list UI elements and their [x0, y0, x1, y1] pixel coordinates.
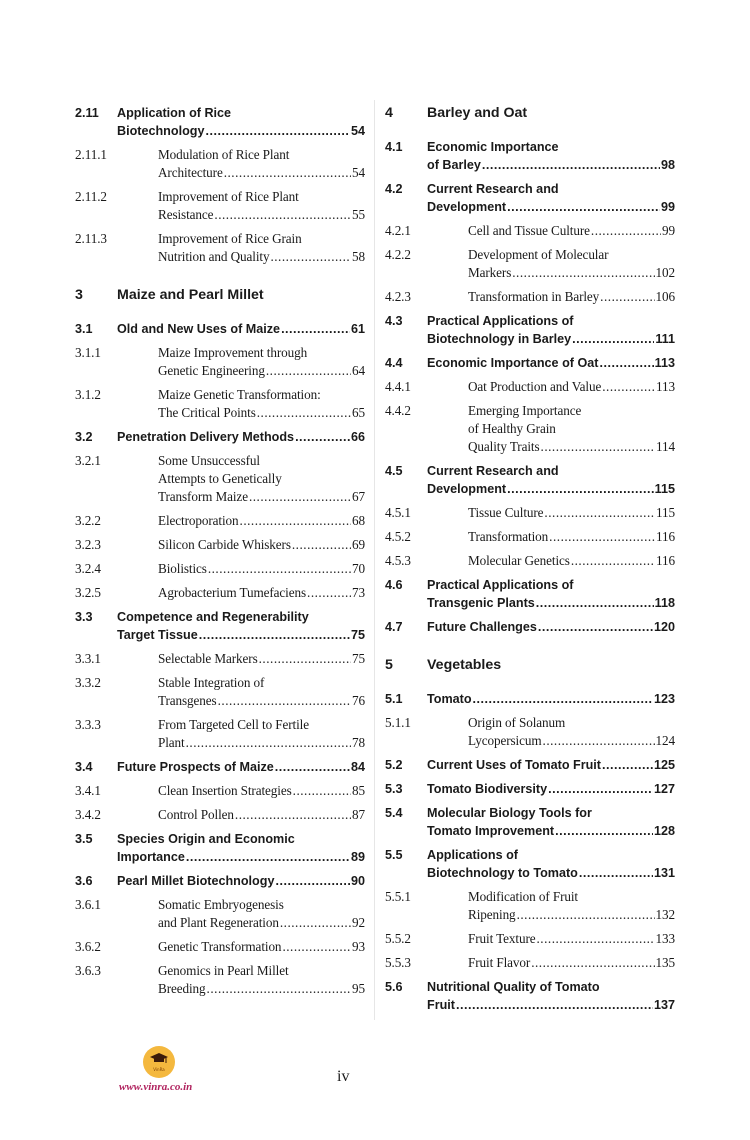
- entry-number: 4: [385, 105, 393, 121]
- entry-title: Modulation of Rice Plant: [158, 147, 290, 162]
- dot-leader: [257, 404, 351, 422]
- entry-number: 5.5.1: [385, 889, 411, 904]
- entry-number: 3.2.2: [75, 513, 101, 528]
- chapter-title: Maize and Pearl Millet: [117, 287, 264, 303]
- entry-number: 4.4.1: [385, 379, 411, 394]
- entry-title: Tomato Biodiversity: [427, 782, 548, 796]
- page-ref: 54: [352, 165, 365, 180]
- page-ref: 128: [653, 824, 675, 838]
- page-ref: 137: [653, 998, 675, 1012]
- page-ref: 93: [352, 939, 365, 954]
- dot-leader: [543, 732, 655, 750]
- page-ref: 120: [653, 620, 675, 634]
- page-ref: 99: [660, 200, 675, 214]
- entry-title: Attempts to Genetically: [158, 471, 282, 486]
- entry-number: 4.5: [385, 464, 403, 478]
- dot-leader: [555, 822, 653, 840]
- page-ref: 102: [655, 265, 675, 280]
- dot-leader: [571, 552, 655, 570]
- dot-leader: [579, 864, 653, 882]
- page-ref: 64: [352, 363, 365, 378]
- entry-title: Molecular Genetics: [468, 553, 570, 568]
- page-ref: 73: [352, 585, 365, 600]
- dot-leader: [602, 756, 653, 774]
- entry-title: Lycopersicum: [468, 733, 542, 748]
- entry-number: 3.6: [75, 874, 93, 888]
- entry-title: Molecular Biology Tools for: [427, 806, 592, 820]
- entry-number: 3.2.1: [75, 453, 101, 468]
- dot-leader: [205, 122, 350, 140]
- entry-title: Competence and Regenerability: [117, 610, 309, 624]
- dot-leader: [591, 222, 661, 240]
- entry-number: 4.5.1: [385, 505, 411, 520]
- page-ref: 113: [656, 379, 675, 394]
- dot-leader: [266, 362, 351, 380]
- dot-leader: [293, 782, 351, 800]
- page-ref: 98: [660, 158, 675, 172]
- entry-title: Tomato: [427, 692, 472, 706]
- toc-right-column: [385, 0, 685, 1040]
- page-ref: 75: [350, 628, 365, 642]
- entry-number: 5.1: [385, 692, 403, 706]
- page-ref: 123: [653, 692, 675, 706]
- entry-title: Biotechnology to Tomato: [427, 866, 578, 880]
- dot-leader: [292, 536, 351, 554]
- entry-title: Biotechnology: [117, 124, 205, 138]
- dot-leader: [208, 560, 351, 578]
- page-ref: 90: [350, 874, 365, 888]
- toc-left-column: [75, 0, 375, 1040]
- entry-number: 5.1.1: [385, 715, 411, 730]
- page-ref: 118: [654, 596, 675, 610]
- entry-number: 5.5.2: [385, 931, 411, 946]
- entry-number: 5.3: [385, 782, 403, 796]
- page-ref: 113: [654, 356, 675, 370]
- entry-title: Pearl Millet Biotechnology: [117, 874, 275, 888]
- entry-title: Agrobacterium Tumefaciens: [158, 585, 307, 600]
- entry-title: Transformation in Barley: [468, 289, 600, 304]
- page-ref: 67: [352, 489, 365, 504]
- dot-leader: [224, 164, 351, 182]
- dot-leader: [281, 320, 350, 338]
- page-ref: 131: [653, 866, 675, 880]
- page-ref: 58: [352, 249, 365, 264]
- entry-number: 3.4: [75, 760, 93, 774]
- entry-number: 4.3: [385, 314, 403, 328]
- entry-number: 3.4.2: [75, 807, 101, 822]
- dot-leader: [275, 872, 350, 890]
- entry-title: Resistance: [158, 207, 214, 222]
- entry-title: Clean Insertion Strategies: [158, 783, 292, 798]
- entry-number: 3.5: [75, 832, 93, 846]
- page-ref: 116: [656, 553, 675, 568]
- dot-leader: [507, 480, 654, 498]
- website-link[interactable]: www.vinra.co.in: [119, 1081, 193, 1093]
- entry-number: 4.5.2: [385, 529, 411, 544]
- entry-title: Economic Importance of Oat: [427, 356, 599, 370]
- entry-title: Fruit Texture: [468, 931, 536, 946]
- entry-title: Genetic Transformation: [158, 939, 282, 954]
- entry-title: Selectable Markers: [158, 651, 258, 666]
- entry-number: 5.5: [385, 848, 403, 862]
- dot-leader: [270, 248, 351, 266]
- dot-leader: [572, 330, 654, 348]
- entry-title: Improvement of Rice Plant: [158, 189, 299, 204]
- page-ref: 114: [656, 439, 675, 454]
- entry-number: 2.11: [75, 106, 99, 120]
- page-ref: 87: [352, 807, 365, 822]
- dot-leader: [549, 528, 655, 546]
- page-ref: 76: [352, 693, 365, 708]
- dot-leader: [602, 378, 655, 396]
- dot-leader: [538, 618, 653, 636]
- page-ref: 89: [350, 850, 365, 864]
- page-ref: 78: [352, 735, 365, 750]
- dot-leader: [214, 206, 351, 224]
- entry-number: 3.2.4: [75, 561, 101, 576]
- dot-leader: [517, 906, 655, 924]
- dot-leader: [186, 734, 351, 752]
- entry-number: 3.1: [75, 322, 93, 336]
- dot-leader: [599, 354, 653, 372]
- page-ref: 115: [654, 482, 675, 496]
- entry-number: 3.1.1: [75, 345, 101, 360]
- dot-leader: [536, 594, 654, 612]
- entry-title: Maize Improvement through: [158, 345, 308, 360]
- entry-number: 5.6: [385, 980, 403, 994]
- entry-number: 4.6: [385, 578, 403, 592]
- page-ref: 66: [350, 430, 365, 444]
- entry-title: and Plant Regeneration: [158, 915, 279, 930]
- page-ref: 115: [656, 505, 675, 520]
- page-ref: 106: [655, 289, 675, 304]
- entry-number: 3: [75, 287, 83, 303]
- entry-number: 4.7: [385, 620, 403, 634]
- dot-leader: [541, 438, 655, 456]
- entry-title: Tissue Culture: [468, 505, 544, 520]
- entry-number: 4.4: [385, 356, 403, 370]
- entry-number: 4.2.2: [385, 247, 411, 262]
- page-ref: 85: [352, 783, 365, 798]
- entry-number: 2.11.2: [75, 189, 107, 204]
- dot-leader: [259, 650, 351, 668]
- page-ref: 127: [653, 782, 675, 796]
- entry-title: of Barley: [427, 158, 481, 172]
- entry-number: 3.3: [75, 610, 93, 624]
- entry-number: 4.1: [385, 140, 403, 154]
- entry-title: Biotechnology in Barley: [427, 332, 572, 346]
- entry-number: 4.2.3: [385, 289, 411, 304]
- entry-number: 3.4.1: [75, 783, 101, 798]
- dot-leader: [240, 512, 351, 530]
- entry-number: 3.6.1: [75, 897, 101, 912]
- dot-leader: [186, 848, 350, 866]
- page-ref: 65: [352, 405, 365, 420]
- dot-leader: [280, 914, 351, 932]
- dot-leader: [235, 806, 351, 824]
- dot-leader: [531, 954, 654, 972]
- page-ref: 69: [352, 537, 365, 552]
- entry-title: Nutrition and Quality: [158, 249, 270, 264]
- page-ref: 135: [655, 955, 675, 970]
- dot-leader: [512, 264, 654, 282]
- entry-number: 5.5.3: [385, 955, 411, 970]
- entry-number: 2.11.1: [75, 147, 107, 162]
- entry-title: Silicon Carbide Whiskers: [158, 537, 291, 552]
- entry-title: Electroporation: [158, 513, 239, 528]
- entry-title: Modification of Fruit: [468, 889, 578, 904]
- entry-title: Tomato Improvement: [427, 824, 555, 838]
- entry-number: 3.2: [75, 430, 93, 444]
- entry-number: 3.3.1: [75, 651, 101, 666]
- entry-number: 4.4.2: [385, 403, 411, 418]
- entry-title: Origin of Solanum: [468, 715, 566, 730]
- page-ref: 99: [662, 223, 675, 238]
- page-ref: 70: [352, 561, 365, 576]
- entry-title: Genomics in Pearl Millet: [158, 963, 289, 978]
- page-ref: 124: [655, 733, 675, 748]
- entry-title: Practical Applications of: [427, 578, 574, 592]
- entry-title: Practical Applications of: [427, 314, 574, 328]
- dot-leader: [275, 758, 350, 776]
- dot-leader: [600, 288, 654, 306]
- page-ref: 61: [350, 322, 365, 336]
- entry-number: 3.3.3: [75, 717, 101, 732]
- entry-number: 4.2.1: [385, 223, 411, 238]
- entry-title: Improvement of Rice Grain: [158, 231, 302, 246]
- entry-title: Somatic Embryogenesis: [158, 897, 284, 912]
- entry-title: Breeding: [158, 981, 206, 996]
- entry-title: Transgenes: [158, 693, 217, 708]
- entry-title: Markers: [468, 265, 512, 280]
- entry-title: Nutritional Quality of Tomato: [427, 980, 600, 994]
- entry-title: Transform Maize: [158, 489, 248, 504]
- dot-leader: [249, 488, 351, 506]
- entry-title: Transgenic Plants: [427, 596, 535, 610]
- entry-title: Maize Genetic Transformation:: [158, 387, 321, 402]
- dot-leader: [218, 692, 351, 710]
- entry-title: Development: [427, 200, 507, 214]
- publisher-logo: [143, 1046, 175, 1078]
- page-ref: 92: [352, 915, 365, 930]
- entry-title: Old and New Uses of Maize: [117, 322, 281, 336]
- entry-title: From Targeted Cell to Fertile: [158, 717, 309, 732]
- entry-number: 3.6.3: [75, 963, 101, 978]
- entry-number: 5: [385, 657, 393, 673]
- entry-title: Development of Molecular: [468, 247, 609, 262]
- entry-title: Application of Rice: [117, 106, 232, 120]
- dot-leader: [544, 504, 655, 522]
- dot-leader: [207, 980, 351, 998]
- entry-title: Genetic Engineering: [158, 363, 265, 378]
- entry-title: Transformation: [468, 529, 549, 544]
- page-ref: 75: [352, 651, 365, 666]
- page-number: iv: [337, 1068, 350, 1085]
- dot-leader: [307, 584, 351, 602]
- entry-number: 4.5.3: [385, 553, 411, 568]
- entry-title: Future Prospects of Maize: [117, 760, 274, 774]
- entry-title: Current Uses of Tomato Fruit: [427, 758, 601, 772]
- entry-title: Development: [427, 482, 507, 496]
- logo-text: VinRa: [153, 1067, 165, 1072]
- entry-title: Control Pollen: [158, 807, 234, 822]
- entry-title: Future Challenges: [427, 620, 537, 634]
- entry-title: Plant: [158, 735, 185, 750]
- entry-title: Cell and Tissue Culture: [468, 223, 590, 238]
- page-ref: 95: [352, 981, 365, 996]
- entry-number: 3.2.3: [75, 537, 101, 552]
- page-ref: 125: [653, 758, 675, 772]
- entry-number: 3.2.5: [75, 585, 101, 600]
- page-ref: 55: [352, 207, 365, 222]
- graduation-cap-icon: [149, 1052, 169, 1066]
- entry-title: Architecture: [158, 165, 223, 180]
- dot-leader: [473, 690, 653, 708]
- entry-title: Ripening: [468, 907, 516, 922]
- entry-title: Biolistics: [158, 561, 207, 576]
- entry-title: Target Tissue: [117, 628, 198, 642]
- page-ref: 84: [350, 760, 365, 774]
- page-ref: 68: [352, 513, 365, 528]
- page-ref: 133: [655, 931, 675, 946]
- entry-title: Current Research and: [427, 182, 559, 196]
- dot-leader: [507, 198, 660, 216]
- dot-leader: [199, 626, 350, 644]
- entry-number: 3.1.2: [75, 387, 101, 402]
- page-ref: 54: [350, 124, 365, 138]
- entry-number: 2.11.3: [75, 231, 107, 246]
- entry-title: Economic Importance: [427, 140, 559, 154]
- chapter-title: Vegetables: [427, 657, 502, 673]
- entry-title: Current Research and: [427, 464, 559, 478]
- entry-title: Quality Traits: [468, 439, 540, 454]
- chapter-title: Barley and Oat: [427, 105, 528, 121]
- dot-leader: [456, 996, 653, 1014]
- dot-leader: [282, 938, 351, 956]
- entry-number: 4.2: [385, 182, 403, 196]
- dot-leader: [548, 780, 653, 798]
- entry-title: Penetration Delivery Methods: [117, 430, 295, 444]
- page-ref: 111: [655, 332, 675, 346]
- entry-number: 3.6.2: [75, 939, 101, 954]
- page-ref: 116: [656, 529, 675, 544]
- entry-title: Fruit: [427, 998, 455, 1012]
- dot-leader: [295, 428, 350, 446]
- entry-title: Emerging Importance: [468, 403, 582, 418]
- entry-number: 5.4: [385, 806, 403, 820]
- page-ref: 132: [655, 907, 675, 922]
- entry-number: 5.2: [385, 758, 403, 772]
- entry-title: of Healthy Grain: [468, 421, 556, 436]
- entry-title: Oat Production and Value: [468, 379, 602, 394]
- entry-title: Fruit Flavor: [468, 955, 531, 970]
- entry-title: Applications of: [427, 848, 518, 862]
- entry-title: The Critical Points: [158, 405, 256, 420]
- entry-number: 3.3.2: [75, 675, 101, 690]
- dot-leader: [537, 930, 655, 948]
- entry-title: Stable Integration of: [158, 675, 265, 690]
- entry-title: Species Origin and Economic: [117, 832, 295, 846]
- entry-title: Importance: [117, 850, 185, 864]
- entry-title: Some Unsuccessful: [158, 453, 260, 468]
- dot-leader: [482, 156, 660, 174]
